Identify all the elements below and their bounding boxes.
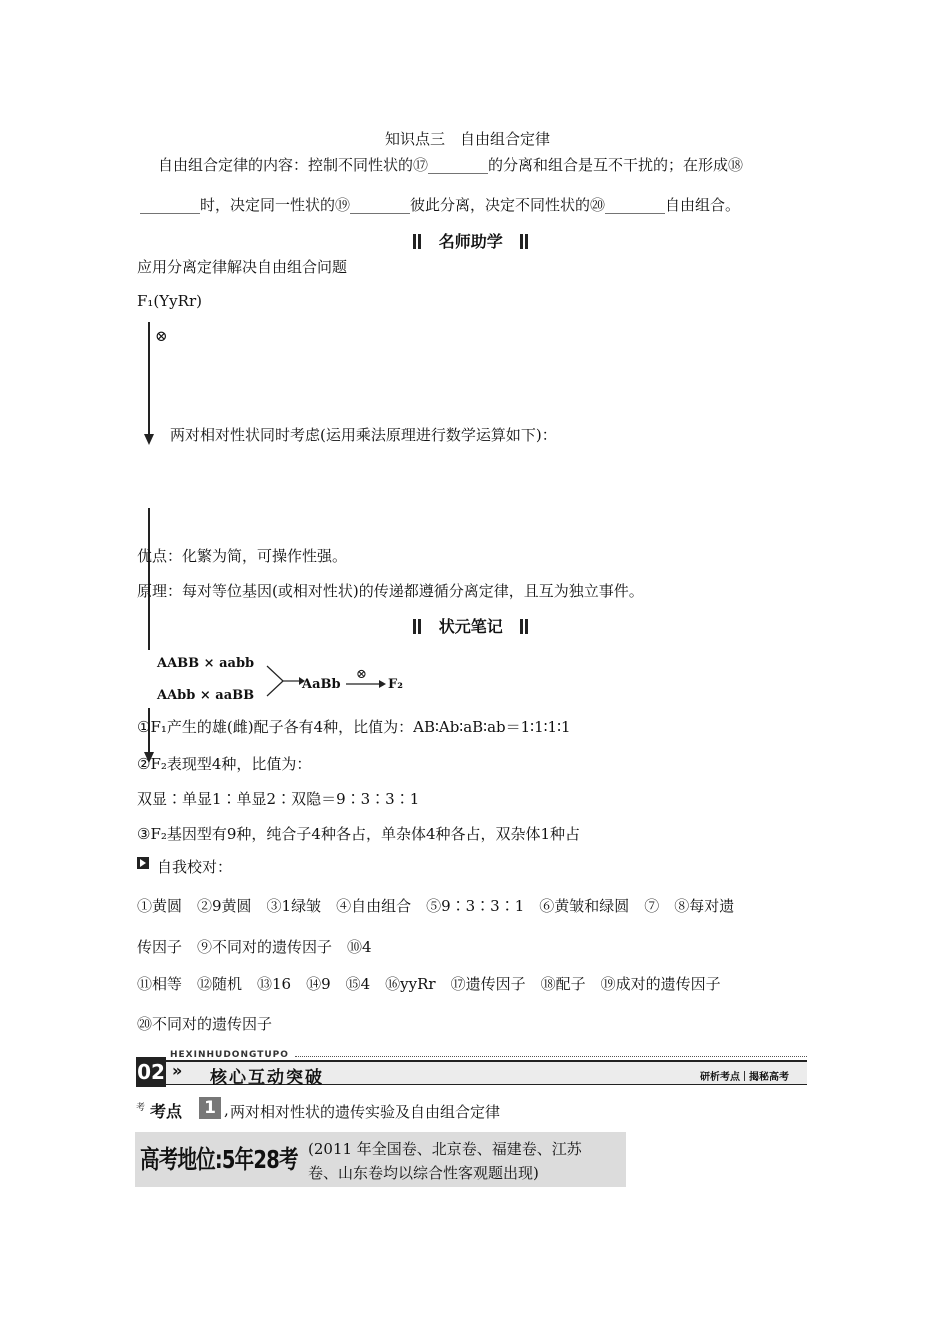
self-check-marker-icon bbox=[137, 857, 149, 869]
exam-note-line-2: 卷、山东卷均以综合性客观题出现) bbox=[308, 1164, 539, 1182]
heading-bar-icon bbox=[520, 619, 523, 634]
heading-bar-icon bbox=[520, 234, 523, 249]
teacher-help-heading bbox=[412, 229, 529, 252]
banner-separator bbox=[744, 1071, 745, 1081]
flow-arrow-line bbox=[148, 322, 150, 436]
law-line-1: 自由组合定律的内容：控制不同性状的⑰________的分离和组合是互不干扰的；在形成⑱ bbox=[158, 156, 744, 174]
section-title: 知识点三 自由组合定律 bbox=[385, 130, 551, 148]
cross-merge-arrow-icon bbox=[265, 664, 305, 698]
kaodian-mark: 考 bbox=[136, 1103, 146, 1113]
heading-bar-icon bbox=[413, 619, 416, 634]
cross-parent-2: AAbb × aaBB bbox=[157, 688, 255, 703]
teacher-help-heading-text: 名师助学 bbox=[438, 232, 503, 251]
principle-text: 原理：每对等位基因(或相对性状)的传递都遵循分离定律，且互为独立事件。 bbox=[137, 582, 644, 600]
kaodian-separator: , bbox=[224, 1101, 229, 1119]
self-check-line-2: 传因子 ⑨不同对的遗传因子 ⑩4 bbox=[137, 938, 372, 956]
banner-right-1: 研析考点 bbox=[700, 1072, 740, 1083]
heading-bar-icon bbox=[418, 234, 421, 249]
banner-top-rule bbox=[136, 1060, 807, 1062]
note-1: ①F₁产生的雄(雌)配子各有4种，比值为：AB∶Ab∶aB∶ab＝1∶1∶1∶1 bbox=[137, 718, 571, 736]
cross-f1: AaBb bbox=[302, 677, 341, 692]
banner-right-2: 揭秘高考 bbox=[749, 1072, 789, 1083]
cross-f2-arrow-icon bbox=[346, 679, 386, 689]
banner-dotted-line bbox=[295, 1056, 807, 1057]
flow-arrow-down-icon bbox=[144, 434, 154, 445]
note-2: ②F₂表现型4种，比值为： bbox=[137, 755, 312, 773]
flow-bracket-line bbox=[148, 508, 150, 650]
cross-self-symbol: ⊗ bbox=[356, 667, 367, 682]
law-line-2: ________时，决定同一性状的⑲________彼此分离，决定不同性状的⑳________自由组合。 bbox=[140, 196, 741, 214]
heading-bar-icon bbox=[525, 234, 528, 249]
teacher-help-subtitle: 应用分离定律解决自由组合问题 bbox=[137, 258, 348, 276]
self-check-line-4: ⑳不同对的遗传因子 bbox=[137, 1015, 273, 1033]
note-3: 双显∶单显1∶单显2∶双隐＝9∶3∶3∶1 bbox=[137, 790, 420, 808]
self-check-line-1: ①黄圆 ②9黄圆 ③1绿皱 ④自由组合 ⑤9∶3∶3∶1 ⑥黄皱和绿圆 ⑦ ⑧每对遗 bbox=[137, 897, 735, 915]
f1-genotype: F₁(YyRr) bbox=[137, 292, 202, 310]
cross-parent-1: AABB × aabb bbox=[157, 656, 255, 671]
kaodian-number: 1 bbox=[199, 1097, 221, 1119]
banner-number: 02 bbox=[136, 1057, 166, 1087]
banner-chevrons-icon: » bbox=[172, 1061, 183, 1080]
advantage-text: 优点：化繁为简，可操作性强。 bbox=[137, 547, 348, 565]
heading-bar-icon bbox=[525, 619, 528, 634]
self-check-line-3: ⑪相等 ⑫随机 ⑬16 ⑭9 ⑮4 ⑯yyRr ⑰遗传因子 ⑱配子 ⑲成对的遗传因子 bbox=[137, 975, 721, 993]
exam-status-label: 高考地位:5年28考 bbox=[140, 1145, 298, 1174]
self-cross-symbol: ⊗ bbox=[155, 327, 168, 345]
notes-heading bbox=[412, 614, 529, 637]
self-check-label: 自我校对： bbox=[157, 858, 233, 876]
heading-bar-icon bbox=[413, 234, 416, 249]
cross-f2: F₂ bbox=[388, 677, 403, 692]
notes-heading-text: 状元笔记 bbox=[438, 617, 503, 636]
exam-note-line-1: (2011 年全国卷、北京卷、福建卷、江苏 bbox=[308, 1140, 582, 1158]
banner-title: 核心互动突破 bbox=[210, 1068, 324, 1088]
note-4: ③F₂基因型有9种，纯合子4种各占，单杂体4种各占，双杂体1种占 bbox=[137, 825, 581, 843]
kaodian-prefix: 考点 bbox=[150, 1102, 183, 1121]
banner-right bbox=[700, 1068, 789, 1083]
heading-bar-icon bbox=[418, 619, 421, 634]
kaodian-title: 两对相对性状的遗传实验及自由组合定律 bbox=[230, 1103, 501, 1121]
two-pairs-text: 两对相对性状同时考虑(运用乘法原理进行数学运算如下)： bbox=[170, 426, 557, 444]
banner-pinyin: HEXINHUDONGTUPO bbox=[170, 1050, 289, 1060]
